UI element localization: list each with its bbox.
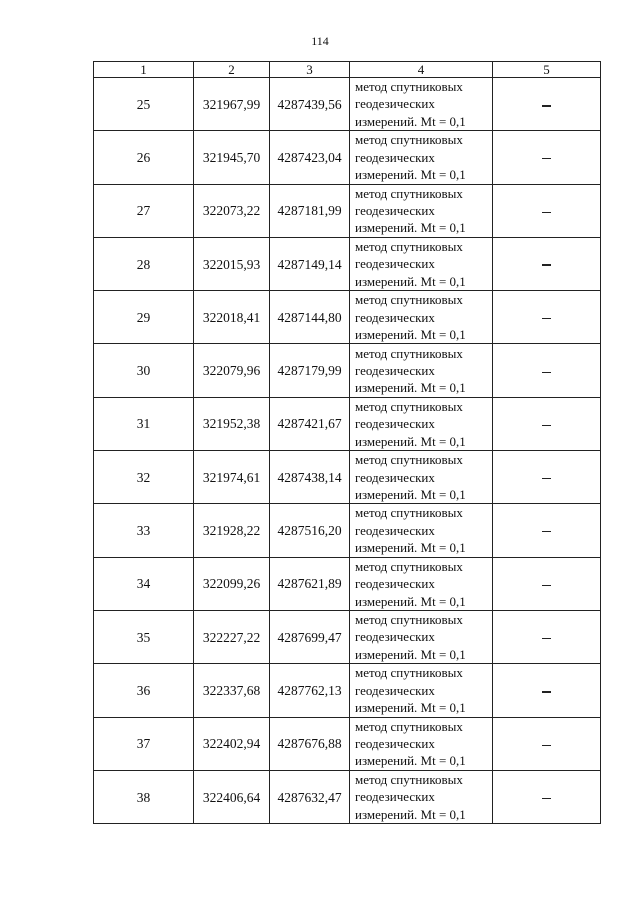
point-number-cell: 25 — [94, 78, 194, 131]
method-line: геодезических — [355, 522, 435, 538]
table-row — [94, 397, 601, 450]
x-coordinate-cell: 322402,94 — [194, 717, 270, 770]
dash-mark — [542, 212, 551, 213]
table-row — [94, 78, 601, 131]
method-line: метод спутниковых — [355, 665, 463, 681]
method-line: геодезических — [355, 789, 435, 805]
method-cell — [350, 397, 493, 450]
column5-cell — [493, 237, 601, 290]
method-line: метод спутниковых — [355, 398, 463, 414]
method-cell — [350, 237, 493, 290]
y-coordinate-cell: 4287149,14 — [270, 237, 350, 290]
coordinates-table — [93, 61, 601, 824]
method-line: геодезических — [355, 736, 435, 751]
method-cell — [350, 770, 493, 823]
x-coordinate-cell: 322337,68 — [194, 664, 270, 717]
column-header: 1 — [94, 62, 194, 78]
point-number-cell: 32 — [94, 451, 194, 504]
point-number-cell: 28 — [94, 237, 194, 290]
method-line: измерений. Mt = 0,1 — [355, 486, 466, 502]
y-coordinate-cell: 4287699,47 — [270, 610, 350, 663]
column5-cell — [493, 557, 601, 610]
method-line: измерений. Mt = 0,1 — [355, 433, 466, 449]
table-row — [94, 291, 601, 344]
x-coordinate-cell: 321974,61 — [194, 451, 270, 504]
method-cell — [350, 664, 493, 717]
dash-mark — [542, 478, 551, 479]
point-number-cell: 29 — [94, 291, 194, 344]
method-line: геодезических — [355, 149, 435, 165]
point-number-cell: 35 — [94, 610, 194, 663]
method-line: метод спутниковых — [355, 452, 463, 468]
table-row — [94, 344, 601, 397]
method-line: метод спутниковых — [355, 505, 463, 521]
point-number-cell: 38 — [94, 770, 194, 823]
method-line: геодезических — [355, 576, 435, 592]
dash-mark — [542, 638, 551, 639]
method-line: метод спутниковых — [355, 558, 463, 574]
column5-cell — [493, 610, 601, 663]
method-line: измерений. Mt = 0,1 — [355, 646, 466, 662]
method-line: геодезических — [355, 469, 435, 485]
point-number-cell: 26 — [94, 131, 194, 184]
dash-mark — [542, 745, 551, 746]
dash-mark — [542, 531, 551, 532]
method-line: геодезических — [355, 362, 435, 378]
table-row — [94, 237, 601, 290]
x-coordinate-cell: 322018,41 — [194, 291, 270, 344]
column5-cell — [493, 451, 601, 504]
method-line: измерений. Mt = 0,1 — [355, 113, 466, 129]
method-line: метод спутниковых — [355, 132, 463, 148]
method-line: метод спутниковых — [355, 612, 463, 627]
method-cell — [350, 291, 493, 344]
page-number: 114 — [311, 34, 329, 48]
x-coordinate-cell: 322099,26 — [194, 557, 270, 610]
table-row — [94, 184, 601, 237]
method-cell — [350, 344, 493, 397]
y-coordinate-cell: 4287516,20 — [270, 504, 350, 557]
dash-mark — [542, 798, 551, 799]
point-number-cell: 27 — [94, 184, 194, 237]
column5-cell — [493, 504, 601, 557]
table-header-row — [94, 62, 601, 78]
method-line: измерений. Mt = 0,1 — [355, 380, 466, 396]
method-line: измерений. Mt = 0,1 — [355, 593, 466, 609]
method-cell — [350, 451, 493, 504]
x-coordinate-cell: 321945,70 — [194, 131, 270, 184]
x-coordinate-cell: 321967,99 — [194, 78, 270, 131]
column5-cell — [493, 131, 601, 184]
column-header: 5 — [493, 62, 601, 78]
column5-cell — [493, 344, 601, 397]
column5-cell — [493, 291, 601, 344]
column5-cell — [493, 78, 601, 131]
method-line: геодезических — [355, 96, 435, 112]
x-coordinate-cell: 322015,93 — [194, 237, 270, 290]
point-number-cell: 34 — [94, 557, 194, 610]
point-number-cell: 33 — [94, 504, 194, 557]
method-line: метод спутниковых — [355, 185, 463, 201]
method-line: измерений. Mt = 0,1 — [355, 220, 466, 236]
table-row — [94, 557, 601, 610]
y-coordinate-cell: 4287144,80 — [270, 291, 350, 344]
method-line: геодезических — [355, 309, 435, 325]
column5-cell — [493, 770, 601, 823]
column-header: 3 — [270, 62, 350, 78]
table-row — [94, 664, 601, 717]
method-line: измерений. Mt = 0,1 — [355, 700, 466, 716]
table-row — [94, 770, 601, 823]
method-line: метод спутниковых — [355, 238, 463, 254]
column5-cell — [493, 184, 601, 237]
method-cell — [350, 131, 493, 184]
x-coordinate-cell: 322406,64 — [194, 770, 270, 823]
method-line: метод спутниковых — [355, 292, 463, 308]
column5-cell — [493, 717, 601, 770]
x-coordinate-cell: 322073,22 — [194, 184, 270, 237]
method-cell — [350, 717, 493, 770]
y-coordinate-cell: 4287423,04 — [270, 131, 350, 184]
point-number-cell: 36 — [94, 664, 194, 717]
method-cell — [350, 504, 493, 557]
method-line: геодезических — [355, 416, 435, 432]
y-coordinate-cell: 4287632,47 — [270, 770, 350, 823]
y-coordinate-cell: 4287676,88 — [270, 717, 350, 770]
method-line: геодезических — [355, 682, 435, 698]
column5-cell — [493, 397, 601, 450]
dash-mark — [542, 158, 551, 159]
method-line: измерений. Mt = 0,1 — [355, 273, 466, 289]
dash-mark — [542, 372, 551, 373]
point-number-cell: 31 — [94, 397, 194, 450]
method-line: измерений. Mt = 0,1 — [355, 806, 466, 822]
column-header: 2 — [194, 62, 270, 78]
y-coordinate-cell: 4287762,13 — [270, 664, 350, 717]
dash-mark — [542, 105, 551, 107]
method-line: метод спутниковых — [355, 79, 463, 95]
table-row — [94, 610, 601, 663]
method-line: измерений. Mt = 0,1 — [355, 753, 466, 769]
method-cell — [350, 78, 493, 131]
y-coordinate-cell: 4287621,89 — [270, 557, 350, 610]
column5-cell — [493, 664, 601, 717]
table-row — [94, 451, 601, 504]
dash-mark — [542, 585, 551, 586]
y-coordinate-cell: 4287439,56 — [270, 78, 350, 131]
x-coordinate-cell: 322227,22 — [194, 610, 270, 663]
x-coordinate-cell: 322079,96 — [194, 344, 270, 397]
dash-mark — [542, 425, 551, 426]
method-line: измерений. Mt = 0,1 — [355, 540, 466, 556]
method-line: метод спутниковых — [355, 345, 463, 361]
point-number-cell: 30 — [94, 344, 194, 397]
method-line: метод спутниковых — [355, 771, 463, 787]
method-cell — [350, 610, 493, 663]
column-header: 4 — [350, 62, 493, 78]
method-cell — [350, 184, 493, 237]
method-line: измерений. Mt = 0,1 — [355, 167, 466, 183]
method-line: геодезических — [355, 256, 435, 272]
table-row — [94, 504, 601, 557]
dash-mark — [542, 264, 551, 266]
table-row — [94, 717, 601, 770]
method-line: метод спутниковых — [355, 718, 463, 734]
method-line: измерений. Mt = 0,1 — [355, 327, 466, 343]
y-coordinate-cell: 4287179,99 — [270, 344, 350, 397]
method-cell — [350, 557, 493, 610]
method-line: геодезических — [355, 629, 435, 645]
y-coordinate-cell: 4287438,14 — [270, 451, 350, 504]
dash-mark — [542, 691, 551, 693]
dash-mark — [542, 318, 551, 319]
x-coordinate-cell: 321952,38 — [194, 397, 270, 450]
table-row — [94, 131, 601, 184]
x-coordinate-cell: 321928,22 — [194, 504, 270, 557]
point-number-cell: 37 — [94, 717, 194, 770]
y-coordinate-cell: 4287421,67 — [270, 397, 350, 450]
y-coordinate-cell: 4287181,99 — [270, 184, 350, 237]
method-line: геодезических — [355, 203, 435, 219]
